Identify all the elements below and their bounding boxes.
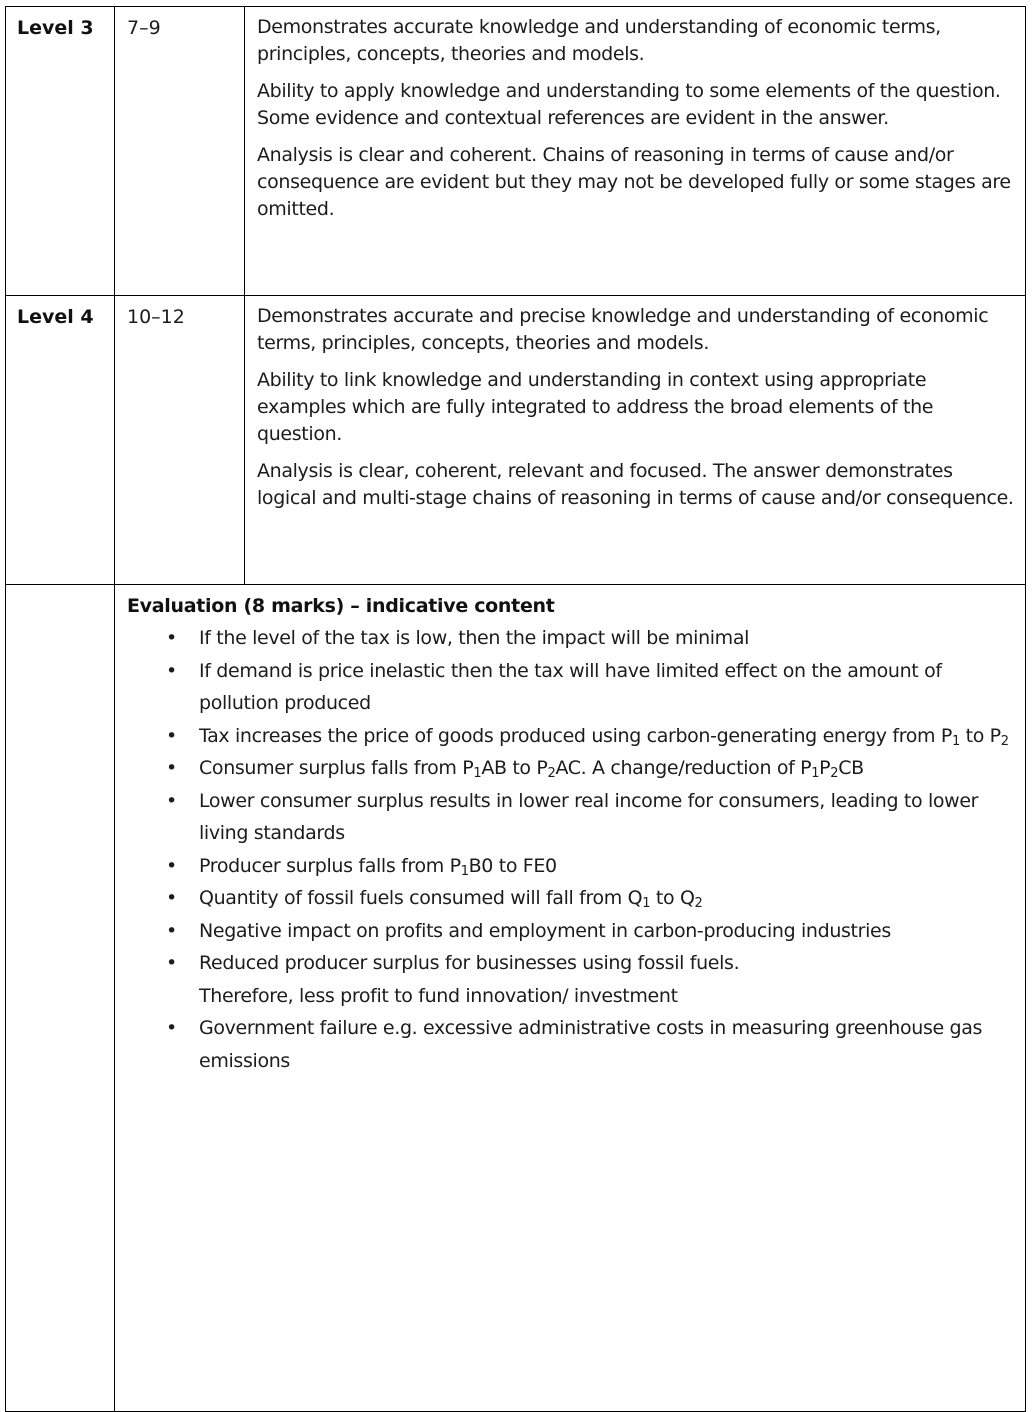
- evaluation-point: • If the level of the tax is low, then the impact will be minimal: [199, 622, 1015, 655]
- bullet-icon: •: [166, 724, 177, 747]
- descriptor-knowledge: Demonstrates accurate knowledge and understanding of economic terms, principles, concepts, theories and models.: [257, 16, 941, 65]
- evaluation-point: • Lower consumer surplus results in lower real income for consumers, leading to lower living standards: [199, 785, 1015, 850]
- evaluation-bullet-list: [127, 622, 1015, 1077]
- descriptor-application: Ability to link knowledge and understanding in context using appropriate examples which are fully integrated to address the broad elements of the question.: [257, 369, 934, 445]
- bullet-icon: •: [166, 757, 177, 779]
- mark-range: 7–9: [115, 7, 245, 296]
- table-row-level-4: [6, 296, 1026, 585]
- level-label: Level 3: [6, 7, 115, 296]
- descriptor-application: Ability to apply knowledge and understanding to some elements of the question. Some evidence and contextual references are evident in the answer.: [257, 80, 1001, 129]
- subscript: 1: [642, 896, 651, 911]
- descriptor-analysis: Analysis is clear, coherent, relevant and focused. The answer demonstrates logical and multi-stage chains of reasoning in terms of cause and/or consequence.: [257, 460, 1014, 509]
- subscript: 1: [811, 766, 820, 781]
- subscript: 2: [1000, 733, 1009, 749]
- bullet-icon: •: [166, 1017, 177, 1039]
- bullet-icon: •: [166, 627, 177, 649]
- subscript: 1: [952, 733, 960, 749]
- mark-range: 10–12: [115, 296, 245, 585]
- descriptor-knowledge: Demonstrates accurate and precise knowledge and understanding of economic terms, principles, concepts, theories and models.: [257, 305, 989, 354]
- subscript: 1: [460, 863, 469, 879]
- bullet-icon: •: [166, 952, 177, 974]
- subscript: 1: [473, 766, 482, 781]
- evaluation-point: • If demand is price inelastic then the tax will have limited effect on the amount of pollution produced: [199, 655, 1015, 720]
- level-label: Level 4: [6, 296, 115, 585]
- bullet-icon: •: [166, 887, 177, 909]
- descriptor-analysis: Analysis is clear and coherent. Chains of reasoning in terms of cause and/or consequence are evident but they may not be developed fully or some stages are omitted.: [257, 144, 1011, 220]
- evaluation-point: • Producer surplus falls from $P_1B0$ to FE0: [199, 850, 1015, 883]
- level-descriptor: [245, 296, 1026, 585]
- table-row-level-3: [6, 7, 1026, 296]
- table-row-evaluation: [6, 585, 1026, 1412]
- mark-scheme-table: [5, 6, 1026, 1412]
- bullet-icon: •: [166, 789, 177, 812]
- evaluation-point: • Negative impact on profits and employment in carbon-producing industries: [199, 915, 1015, 948]
- evaluation-cell: [115, 585, 1026, 1412]
- evaluation-point: • Government failure e.g. excessive administrative costs in measuring greenhouse gas emissions: [199, 1012, 1015, 1077]
- empty-level-cell: [6, 585, 115, 1412]
- bullet-icon: •: [166, 919, 177, 942]
- evaluation-point: • Tax increases the price of goods produced using carbon-generating energy from $P_1$ to $P_2$: [199, 720, 1015, 753]
- subscript: 2: [694, 896, 703, 911]
- subscript: 2: [830, 766, 839, 781]
- subscript: 2: [547, 766, 556, 781]
- evaluation-point: • Reduced producer surplus for businesses using fossil fuels. Therefore, less profit to fund innovation/ investment: [199, 947, 1015, 1012]
- evaluation-point: • Quantity of fossil fuels consumed will fall from $Q_1$ to $Q_2$: [199, 882, 1015, 915]
- bullet-icon: •: [166, 659, 177, 682]
- evaluation-heading: Evaluation (8 marks) – indicative content: [127, 595, 555, 617]
- evaluation-point: • Consumer surplus falls from $P_1AB$ to $P_2AC$. A change/reduction of $P_1P_2CB$: [199, 752, 1015, 785]
- level-descriptor: [245, 7, 1026, 296]
- bullet-icon: •: [166, 854, 177, 877]
